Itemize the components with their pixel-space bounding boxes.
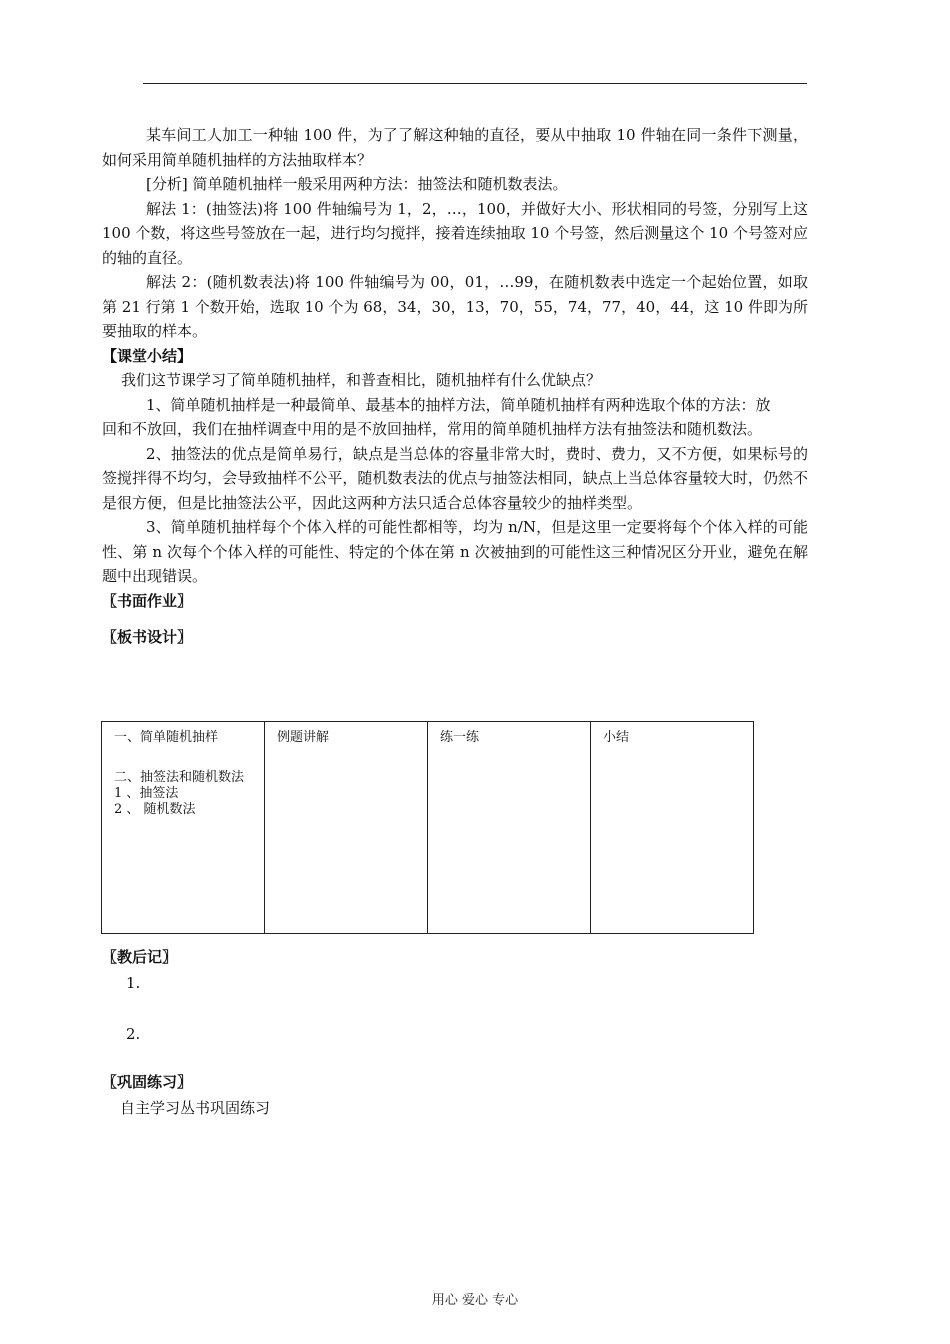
summary-heading: 【课堂小结】: [102, 346, 193, 365]
summary-point-1b: 回和不放回，我们在抽样调查中用的是不放回抽样，常用的简单随机抽样方法有抽签法和随机数法。: [102, 420, 763, 438]
homework-heading: 〖书面作业〗: [102, 591, 193, 610]
page-footer: 用心 爱心 专心: [431, 1293, 519, 1308]
summary-point-1a: 1、简单随机抽样是一种最简单、最基本的抽样方法，简单随机抽样有两种选取个体的方法：放: [146, 395, 771, 414]
board-col-3-title: 练一练: [440, 730, 480, 745]
notes-heading: 〖教后记〗: [102, 948, 178, 966]
summary-point-3: 3、简单随机抽样每个个体入样的可能性都相等，均为 n/N，但是这里一定要将每个个体入样的可能性、第 n 次每个个体入样的可能性、特定的个体在第 n 次被抽到的可能性这三种情况区分开业，避免在解题中出现错误。: [102, 518, 808, 585]
solution-2: 解法 2：(随机数表法)将 100 件轴编号为 00，01，…99，在随机数表中选定一个起始位置，如取第 21 行第 1 个数开始，选取 10 个为 68，34，30，13，70，55，74，77，40，44，这 10 件即为所要抽取的样本。: [102, 273, 808, 340]
notes-item-2: 2.: [126, 1025, 141, 1043]
notes-item-1: 1.: [126, 974, 141, 992]
header-rule: [143, 83, 807, 84]
example-problem: 某车间工人加工一种轴 100 件，为了了解这种轴的直径，要从中抽取 10 件轴在同一条件下测量，如何采用简单随机抽样的方法抽取样本？: [102, 126, 808, 169]
board-col-2: [265, 722, 428, 934]
board-col-1-item-1: 1 、抽签法: [114, 786, 179, 801]
solution-1: 解法 1：(抽签法)将 100 件轴编号为 1，2，…，100，并做好大小、形状相同的号签，分别写上这 100 个数，将这些号签放在一起，进行均匀搅拌，接着连续抽取 10 个号签，然后测量这个 10 个号签对应的轴的直径。: [102, 199, 808, 267]
main-content: [102, 123, 808, 650]
board-col-4: [591, 722, 754, 934]
board-col-3: [428, 722, 591, 934]
practice-text: 自主学习丛书巩固练习: [120, 1099, 271, 1117]
summary-point-2: 2、抽签法的优点是简单易行，缺点是当总体的容量非常大时，费时、费力，又不方便，如果标号的签搅拌得不均匀，会导致抽样不公平，随机数表法的优点与抽签法相同，缺点上当总体容量较大时，仍然不是很方便，但是比抽签法公平，因此这两种方法只适合总体容量较少的抽样类型。: [102, 444, 808, 512]
summary-intro: 我们这节课学习了简单随机抽样，和普查相比，随机抽样有什么优缺点？: [121, 371, 602, 389]
table-row: [102, 722, 754, 934]
analysis-label: [分析]: [146, 175, 188, 193]
board-design-table: [101, 721, 754, 934]
practice-heading: 〖巩固练习〗: [102, 1073, 193, 1091]
board-heading: 〖板书设计〗: [102, 628, 193, 646]
board-col-1: [102, 722, 265, 934]
board-col-2-title: 例题讲解: [277, 730, 330, 745]
board-col-1-item-2: 2 、 随机数法: [114, 802, 196, 817]
analysis: [102, 172, 808, 197]
board-col-1-title: 一、简单随机抽样: [114, 730, 219, 745]
analysis-text: 简单随机抽样一般采用两种方法：抽签法和随机数表法。: [187, 175, 568, 193]
board-col-4-title: 小结: [603, 730, 630, 745]
board-col-1-sub: 二、抽签法和随机数法: [114, 770, 245, 785]
